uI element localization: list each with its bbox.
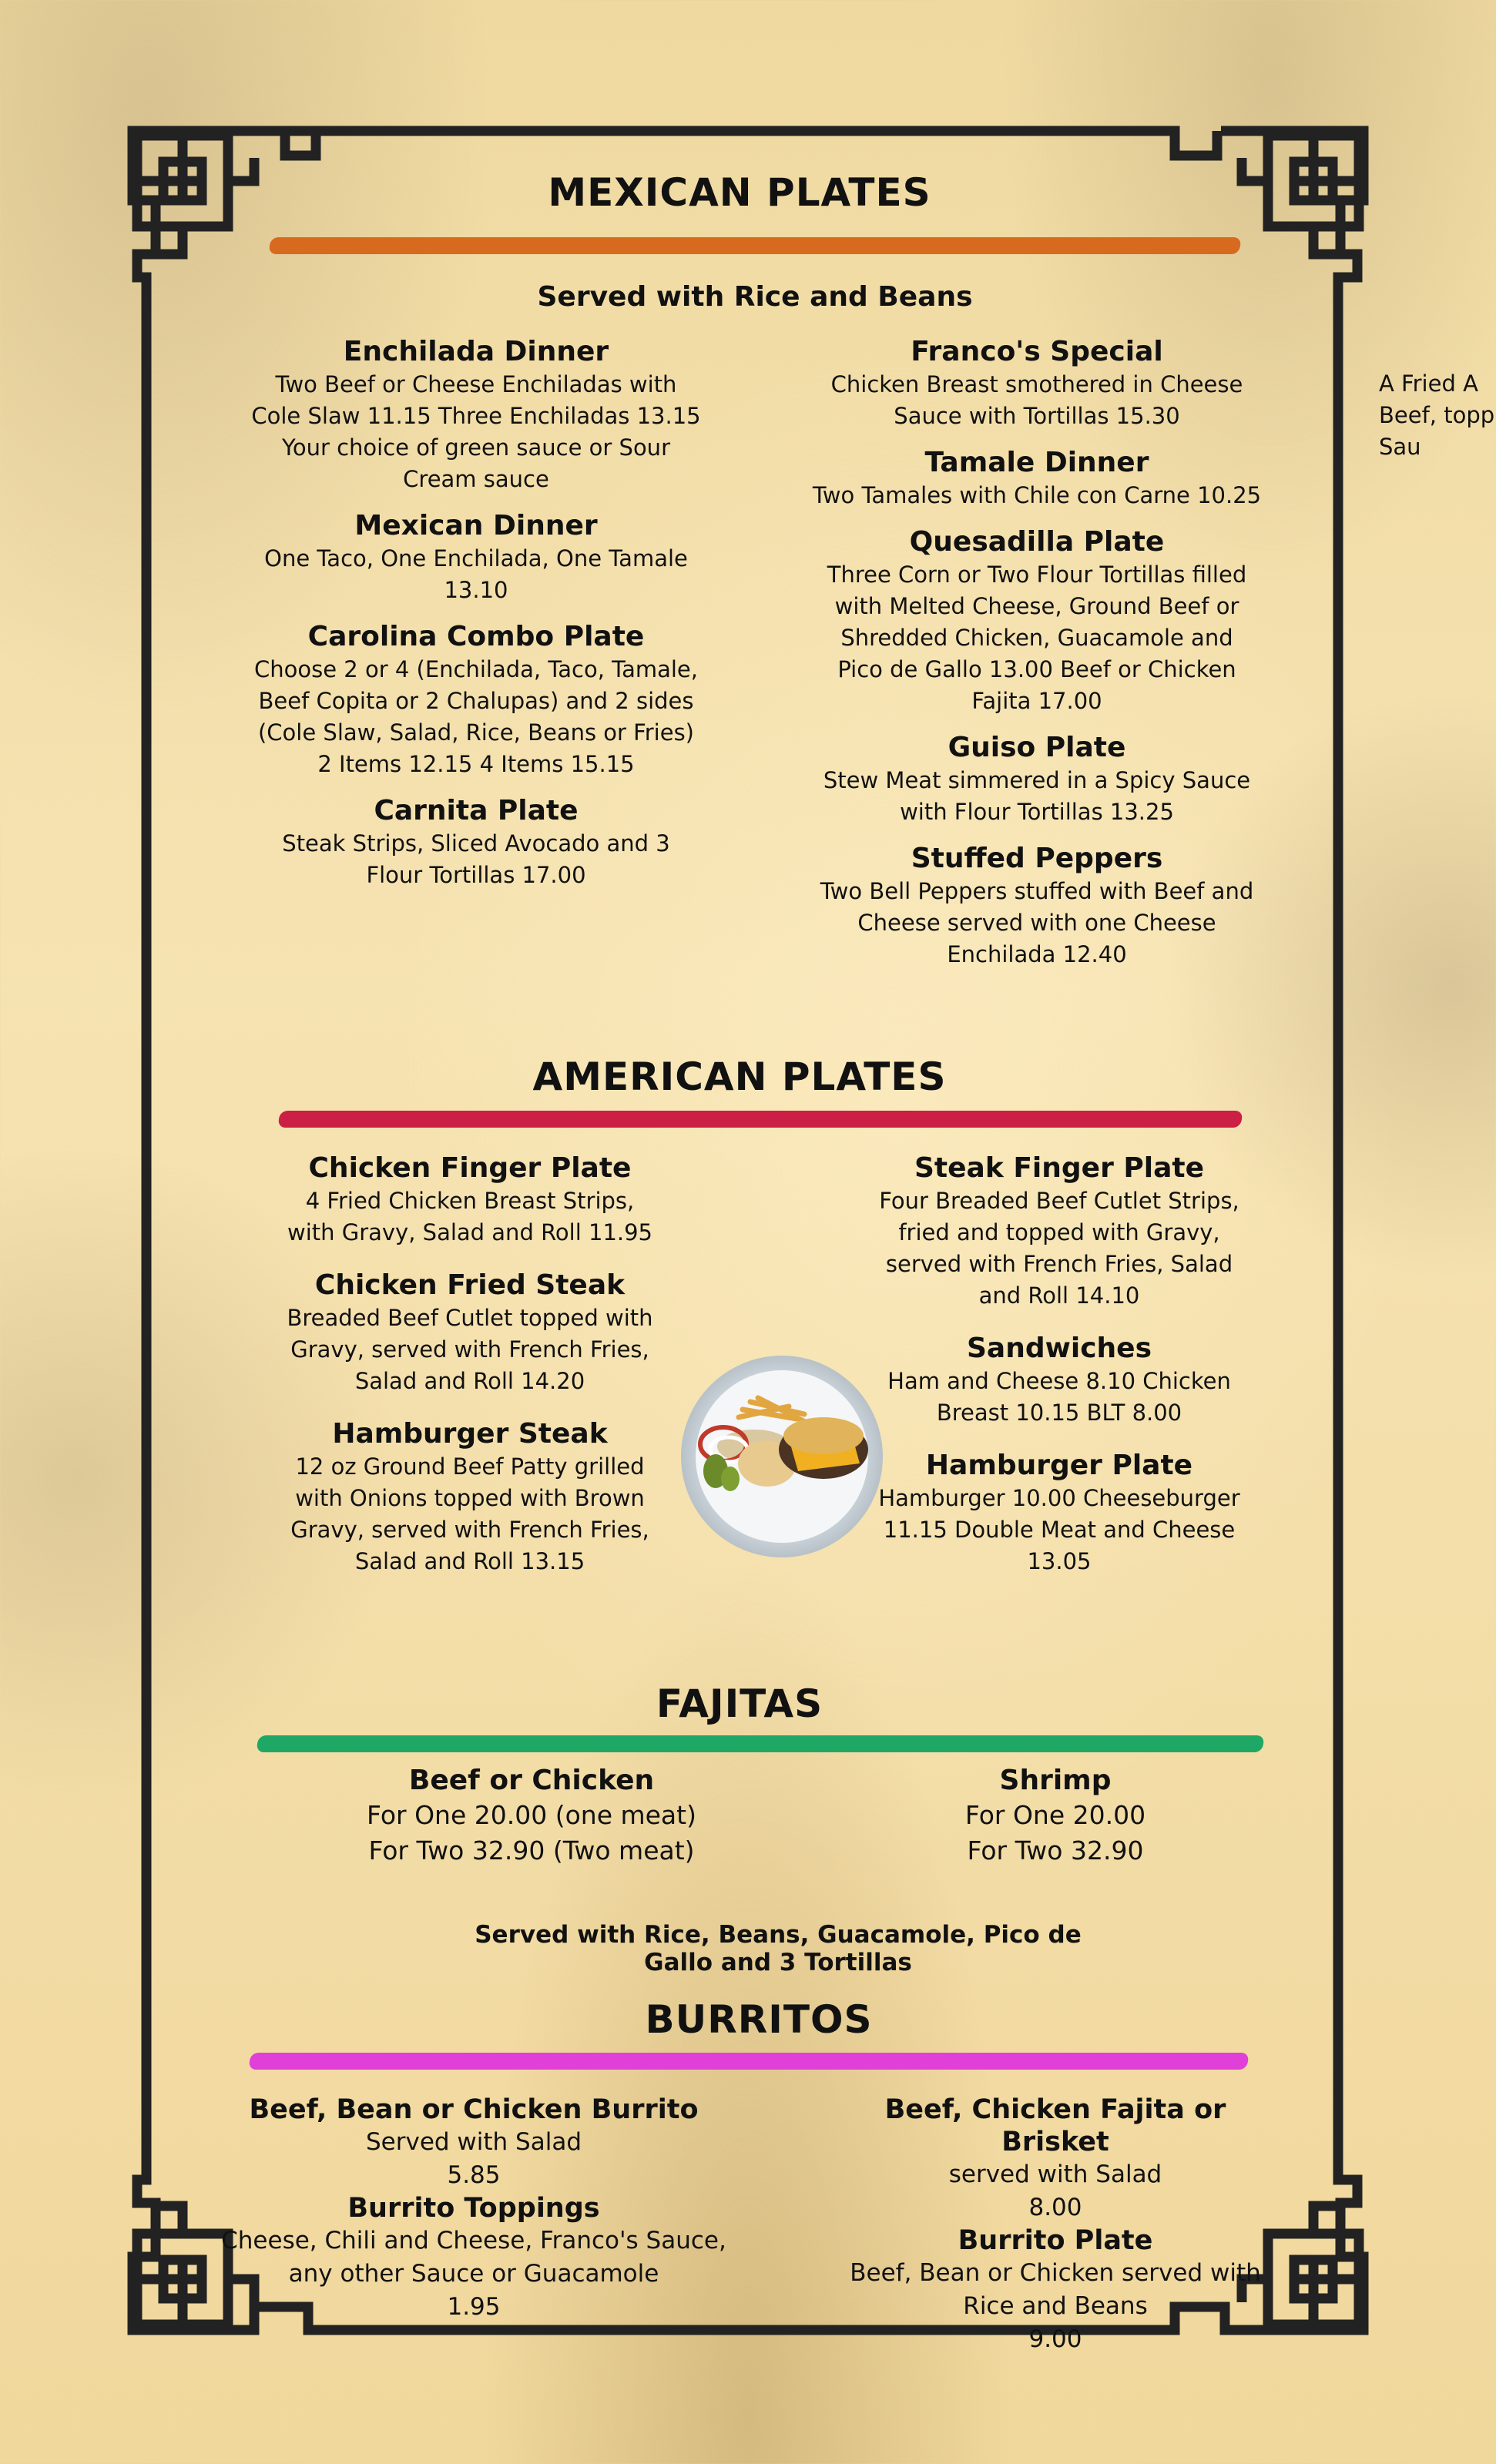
menu-item-description: any other Sauce or Guacamole xyxy=(288,2260,659,2288)
menu-item-description: 11.15 Double Meat and Cheese xyxy=(883,1517,1236,1543)
burritos-title-underline xyxy=(248,2053,1249,2070)
menu-item-name: Burrito Toppings xyxy=(347,2193,600,2224)
mexican-plates-title: MEXICAN PLATES xyxy=(548,170,931,215)
menu-item-description: served with French Fries, Salad xyxy=(885,1251,1233,1277)
menu-item-beef-bean-or-chicken-burrito xyxy=(208,2094,740,2192)
menu-item-name: Beef, Bean or Chicken Burrito xyxy=(249,2094,699,2125)
american-right-column xyxy=(855,1152,1263,1597)
menu-item-description: 4 Fried Chicken Breast Strips, xyxy=(305,1188,635,1214)
menu-item-stuffed-peppers xyxy=(798,842,1276,971)
menu-item-franco-s-special xyxy=(798,335,1276,432)
menu-item-description: 1.95 xyxy=(447,2293,501,2321)
menu-item-name: Chicken Finger Plate xyxy=(308,1152,632,1184)
menu-item-description: Breaded Beef Cutlet topped with xyxy=(287,1305,653,1331)
menu-item-name: Carnita Plate xyxy=(374,795,579,826)
menu-item-description: Three Corn or Two Flour Tortillas filled xyxy=(827,562,1247,588)
menu-item-hamburger-steak xyxy=(262,1417,678,1577)
fajita-option-name: Shrimp xyxy=(999,1765,1112,1796)
menu-item-steak-finger-plate xyxy=(855,1152,1263,1312)
served-note-line: Gallo and 3 Tortillas xyxy=(644,1949,912,1976)
menu-item-description: Cream sauce xyxy=(403,466,549,492)
menu-item-name: Enchilada Dinner xyxy=(343,336,609,367)
cut-off-menu-item xyxy=(1379,368,1496,463)
american-title-underline xyxy=(277,1111,1243,1128)
menu-item-name: Beef, Chicken Fajita or Brisket xyxy=(884,2094,1226,2157)
menu-item-description: One Taco, One Enchilada, One Tamale xyxy=(264,545,688,572)
menu-item-description: Chicken Breast smothered in Cheese xyxy=(830,371,1243,397)
menu-item-description: Flour Tortillas 17.00 xyxy=(366,862,586,888)
menu-item-description: Breast 10.15 BLT 8.00 xyxy=(936,1400,1182,1426)
menu-item-description: Enchilada 12.40 xyxy=(947,941,1127,967)
menu-item-description: Stew Meat simmered in a Spicy Sauce xyxy=(823,767,1251,793)
menu-item-description: 13.10 xyxy=(444,577,508,603)
menu-item-description: Ham and Cheese 8.10 Chicken xyxy=(887,1368,1231,1394)
menu-item-name: Burrito Plate xyxy=(958,2225,1153,2256)
menu-item-description: 9.00 xyxy=(1028,2325,1082,2353)
fajita-option-name: Beef or Chicken xyxy=(408,1765,655,1796)
menu-item-description: with Gravy, Salad and Roll 11.95 xyxy=(287,1219,653,1245)
menu-item-description: and Roll 14.10 xyxy=(978,1282,1140,1309)
menu-item-name: Hamburger Plate xyxy=(925,1450,1193,1481)
mexican-left-column xyxy=(245,335,707,905)
menu-item-name: Carolina Combo Plate xyxy=(307,621,645,652)
menu-item-beef-chicken-fajita-or-brisket xyxy=(832,2094,1279,2224)
menu-item-description: 5.85 xyxy=(447,2161,501,2189)
menu-item-chicken-fried-steak xyxy=(262,1269,678,1397)
menu-item-description: 13.05 xyxy=(1027,1548,1092,1574)
cut-off-description-line: Beef, topp xyxy=(1379,402,1495,428)
menu-item-description: Choose 2 or 4 (Enchilada, Taco, Tamale, xyxy=(254,656,698,682)
fajitas-right-column xyxy=(863,1764,1248,1869)
menu-item-description: Two Beef or Cheese Enchiladas with xyxy=(275,371,677,397)
menu-item-description: Salad and Roll 14.20 xyxy=(354,1368,585,1394)
fajitas-title-underline xyxy=(256,1735,1264,1752)
fajita-price-line: For Two 32.90 (Two meat) xyxy=(368,1835,695,1866)
fajita-price-line: For Two 32.90 xyxy=(967,1835,1144,1866)
menu-item-name: Guiso Plate xyxy=(948,732,1126,763)
menu-item-description: Beef Copita or 2 Chalupas) and 2 sides xyxy=(258,688,694,714)
menu-item-description: Your choice of green sauce or Sour xyxy=(281,434,670,461)
fajitas-title: FAJITAS xyxy=(656,1681,823,1726)
menu-item-description: 2 Items 12.15 4 Items 15.15 xyxy=(317,751,635,777)
burritos-left-column xyxy=(208,2094,740,2324)
menu-item-description: 8.00 xyxy=(1028,2194,1082,2221)
menu-item-hamburger-plate xyxy=(855,1449,1263,1577)
menu-item-description: Cheese, Chili and Cheese, Franco's Sauce, xyxy=(221,2227,726,2254)
menu-item-description: Gravy, served with French Fries, xyxy=(290,1517,649,1543)
menu-item-description: Rice and Beans xyxy=(963,2292,1148,2320)
menu-item-description: Gravy, served with French Fries, xyxy=(290,1336,649,1363)
menu-item-description: served with Salad xyxy=(948,2161,1162,2188)
menu-item-description: Pico de Gallo 13.00 Beef or Chicken xyxy=(837,656,1236,682)
american-plates-title: AMERICAN PLATES xyxy=(532,1054,947,1099)
menu-item-burrito-plate xyxy=(832,2224,1279,2356)
menu-item-burrito-toppings xyxy=(208,2192,740,2324)
menu-item-mexican-dinner xyxy=(245,509,707,606)
menu-item-carnita-plate xyxy=(245,794,707,891)
hamburger-plate-photo xyxy=(681,1356,883,1557)
menu-item-description: (Cole Slaw, Salad, Rice, Beans or Fries) xyxy=(257,719,694,746)
menu-item-name: Tamale Dinner xyxy=(924,447,1149,478)
burritos-title: BURRITOS xyxy=(645,1997,873,2042)
menu-item-name: Mexican Dinner xyxy=(354,510,598,541)
menu-item-carolina-combo-plate xyxy=(245,620,707,780)
menu-item-description: with Melted Cheese, Ground Beef or xyxy=(834,593,1239,619)
menu-item-tamale-dinner xyxy=(798,446,1276,511)
mexican-title-underline xyxy=(268,237,1241,254)
menu-item-quesadilla-plate xyxy=(798,525,1276,717)
menu-item-description: Sauce with Tortillas 15.30 xyxy=(894,403,1180,429)
menu-item-guiso-plate xyxy=(798,731,1276,828)
menu-item-enchilada-dinner xyxy=(245,335,707,495)
menu-item-description: with Onions topped with Brown xyxy=(295,1485,645,1511)
menu-item-description: Served with Salad xyxy=(365,2128,582,2156)
menu-item-description: Cheese served with one Cheese xyxy=(857,910,1216,936)
menu-item-chicken-finger-plate xyxy=(262,1152,678,1249)
fajitas-served-note xyxy=(431,1921,1125,1976)
served-note-line: Served with Rice, Beans, Guacamole, Pico de xyxy=(475,1921,1082,1949)
menu-item-name: Steak Finger Plate xyxy=(914,1152,1204,1184)
menu-item-description: Two Bell Peppers stuffed with Beef and xyxy=(820,878,1254,904)
burritos-right-column xyxy=(832,2094,1279,2356)
menu-item-name: Sandwiches xyxy=(966,1333,1152,1364)
menu-item-description: fried and topped with Gravy, xyxy=(898,1219,1220,1245)
fajita-price-line: For One 20.00 xyxy=(964,1800,1146,1830)
fajita-price-line: For One 20.00 (one meat) xyxy=(367,1800,696,1830)
menu-item-description: Steak Strips, Sliced Avocado and 3 xyxy=(282,830,670,857)
menu-item-description: Four Breaded Beef Cutlet Strips, xyxy=(879,1188,1239,1214)
menu-item-description: Two Tamales with Chile con Carne 10.25 xyxy=(812,482,1262,508)
menu-item-description: with Flour Tortillas 13.25 xyxy=(900,799,1174,825)
menu-item-name: Stuffed Peppers xyxy=(911,843,1163,874)
menu-item-description: Beef, Bean or Chicken served with xyxy=(850,2259,1261,2287)
menu-item-description: Fajita 17.00 xyxy=(971,688,1102,714)
cut-off-description-line: Sau xyxy=(1379,434,1421,460)
menu-item-description: Salad and Roll 13.15 xyxy=(354,1548,585,1574)
fajitas-left-column xyxy=(339,1764,724,1869)
menu-item-description: 12 oz Ground Beef Patty grilled xyxy=(295,1453,645,1480)
menu-item-description: Hamburger 10.00 Cheeseburger xyxy=(878,1485,1240,1511)
cut-off-description-line: A Fried A xyxy=(1379,370,1478,397)
mexican-right-column xyxy=(798,335,1276,984)
american-left-column xyxy=(262,1152,678,1597)
menu-item-name: Chicken Fried Steak xyxy=(314,1269,626,1301)
menu-item-sandwiches xyxy=(855,1332,1263,1429)
menu-item-name: Hamburger Steak xyxy=(332,1418,608,1450)
menu-item-description: Cole Slaw 11.15 Three Enchiladas 13.15 xyxy=(251,403,701,429)
menu-item-description: Shredded Chicken, Guacamole and xyxy=(840,625,1233,651)
menu-item-name: Quesadilla Plate xyxy=(909,526,1165,558)
menu-item-name: Franco's Special xyxy=(911,336,1163,367)
mexican-subtitle: Served with Rice and Beans xyxy=(537,281,973,313)
